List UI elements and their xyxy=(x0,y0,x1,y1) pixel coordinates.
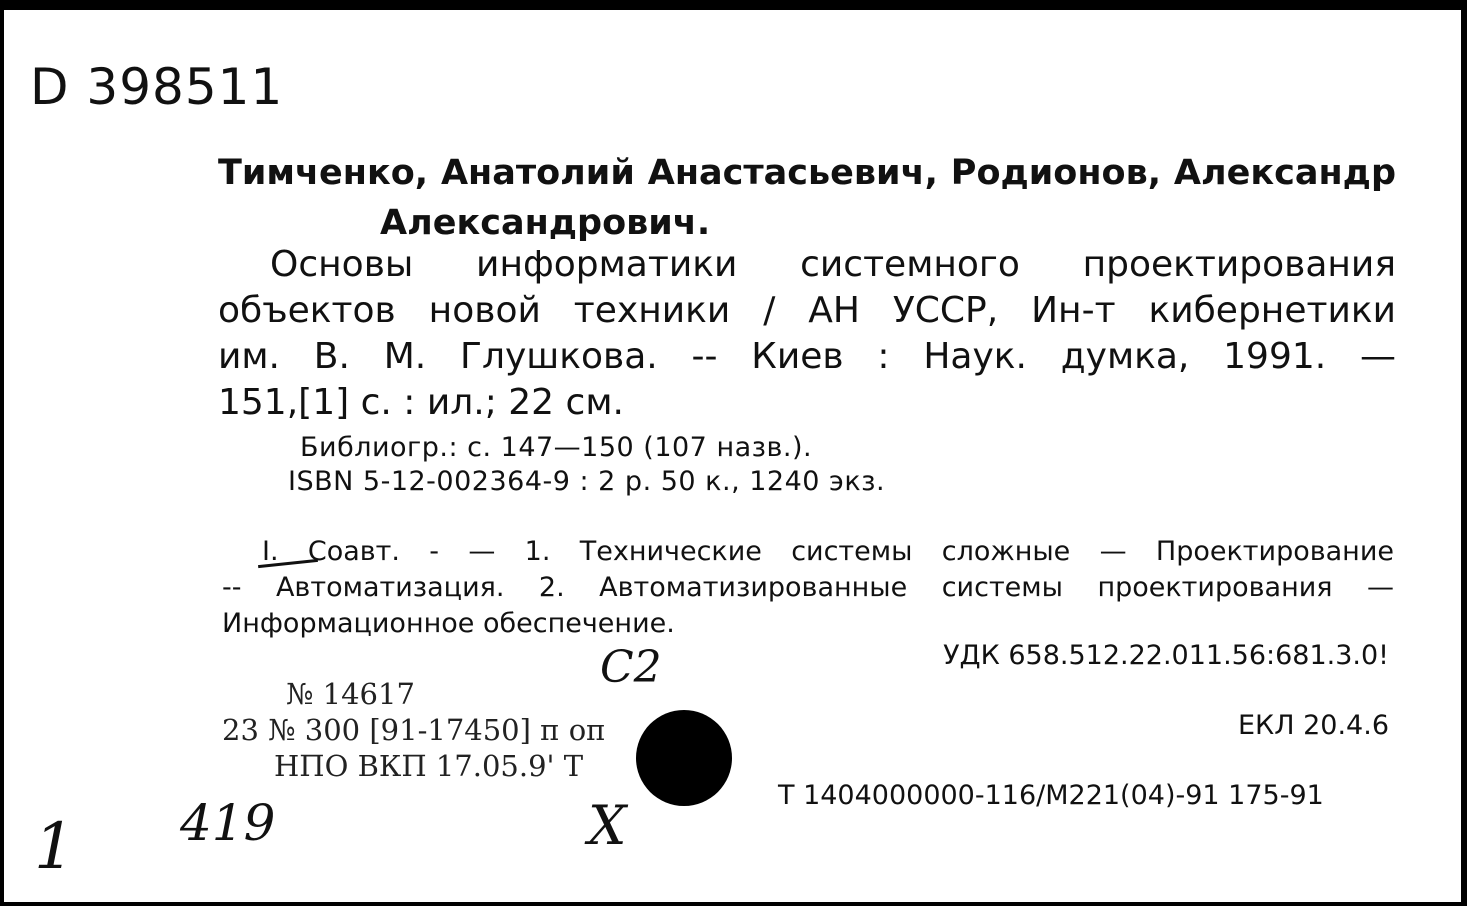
handwritten-x-mark: X xyxy=(588,794,627,857)
title-block xyxy=(218,242,1396,426)
subject-line: I. Соавт. - — 1. Технические системы сложные — Проектирование xyxy=(262,536,1394,567)
title-line: Основы информатики системного проектирования xyxy=(270,244,1396,285)
udk-code: УДК 658.512.22.011.56:681.3.0! xyxy=(943,640,1389,671)
catalog-card xyxy=(4,10,1461,902)
handwritten-one: 1 xyxy=(34,810,75,884)
bibliography-note: Библиогр.: с. 147—150 (107 назв.). xyxy=(300,432,813,463)
title-line: 151,[1] с. : ил.; 22 см. xyxy=(218,382,624,423)
ink-blot xyxy=(636,710,732,806)
subject-headings xyxy=(222,534,1394,642)
handwritten-c2: C2 xyxy=(600,642,662,693)
call-number: D 398511 xyxy=(30,58,284,116)
publisher-code: Т 1404000000-116/М221(04)-91 175-91 xyxy=(778,780,1324,811)
isbn-line: ISBN 5-12-002364-9 : 2 р. 50 к., 1240 экз. xyxy=(288,466,886,497)
stamp-line: НПО ВКП 17.05.9' Т xyxy=(274,749,584,783)
ekl-code: ЕКЛ 20.4.6 xyxy=(1238,710,1389,741)
title-line: им. В. М. Глушкова. -- Киев : Наук. думка, 1991. — xyxy=(218,336,1396,377)
stamp-line: № 14617 xyxy=(286,677,415,711)
subject-line: -- Автоматизация. 2. Автоматизированные системы проектирования — xyxy=(222,572,1394,603)
title-line: объектов новой техники / АН УССР, Ин-т кибернетики xyxy=(218,290,1396,331)
authors-line-continued: Александрович. xyxy=(380,203,711,243)
subject-line: Информационное обеспечение. xyxy=(222,608,675,639)
authors-line: Тимченко, Анатолий Анастасьевич, Родионов, Александр xyxy=(218,153,1396,193)
handwritten-number: 419 xyxy=(180,794,276,852)
stamp-line: 23 № 300 [91-17450] п оп xyxy=(222,713,606,747)
